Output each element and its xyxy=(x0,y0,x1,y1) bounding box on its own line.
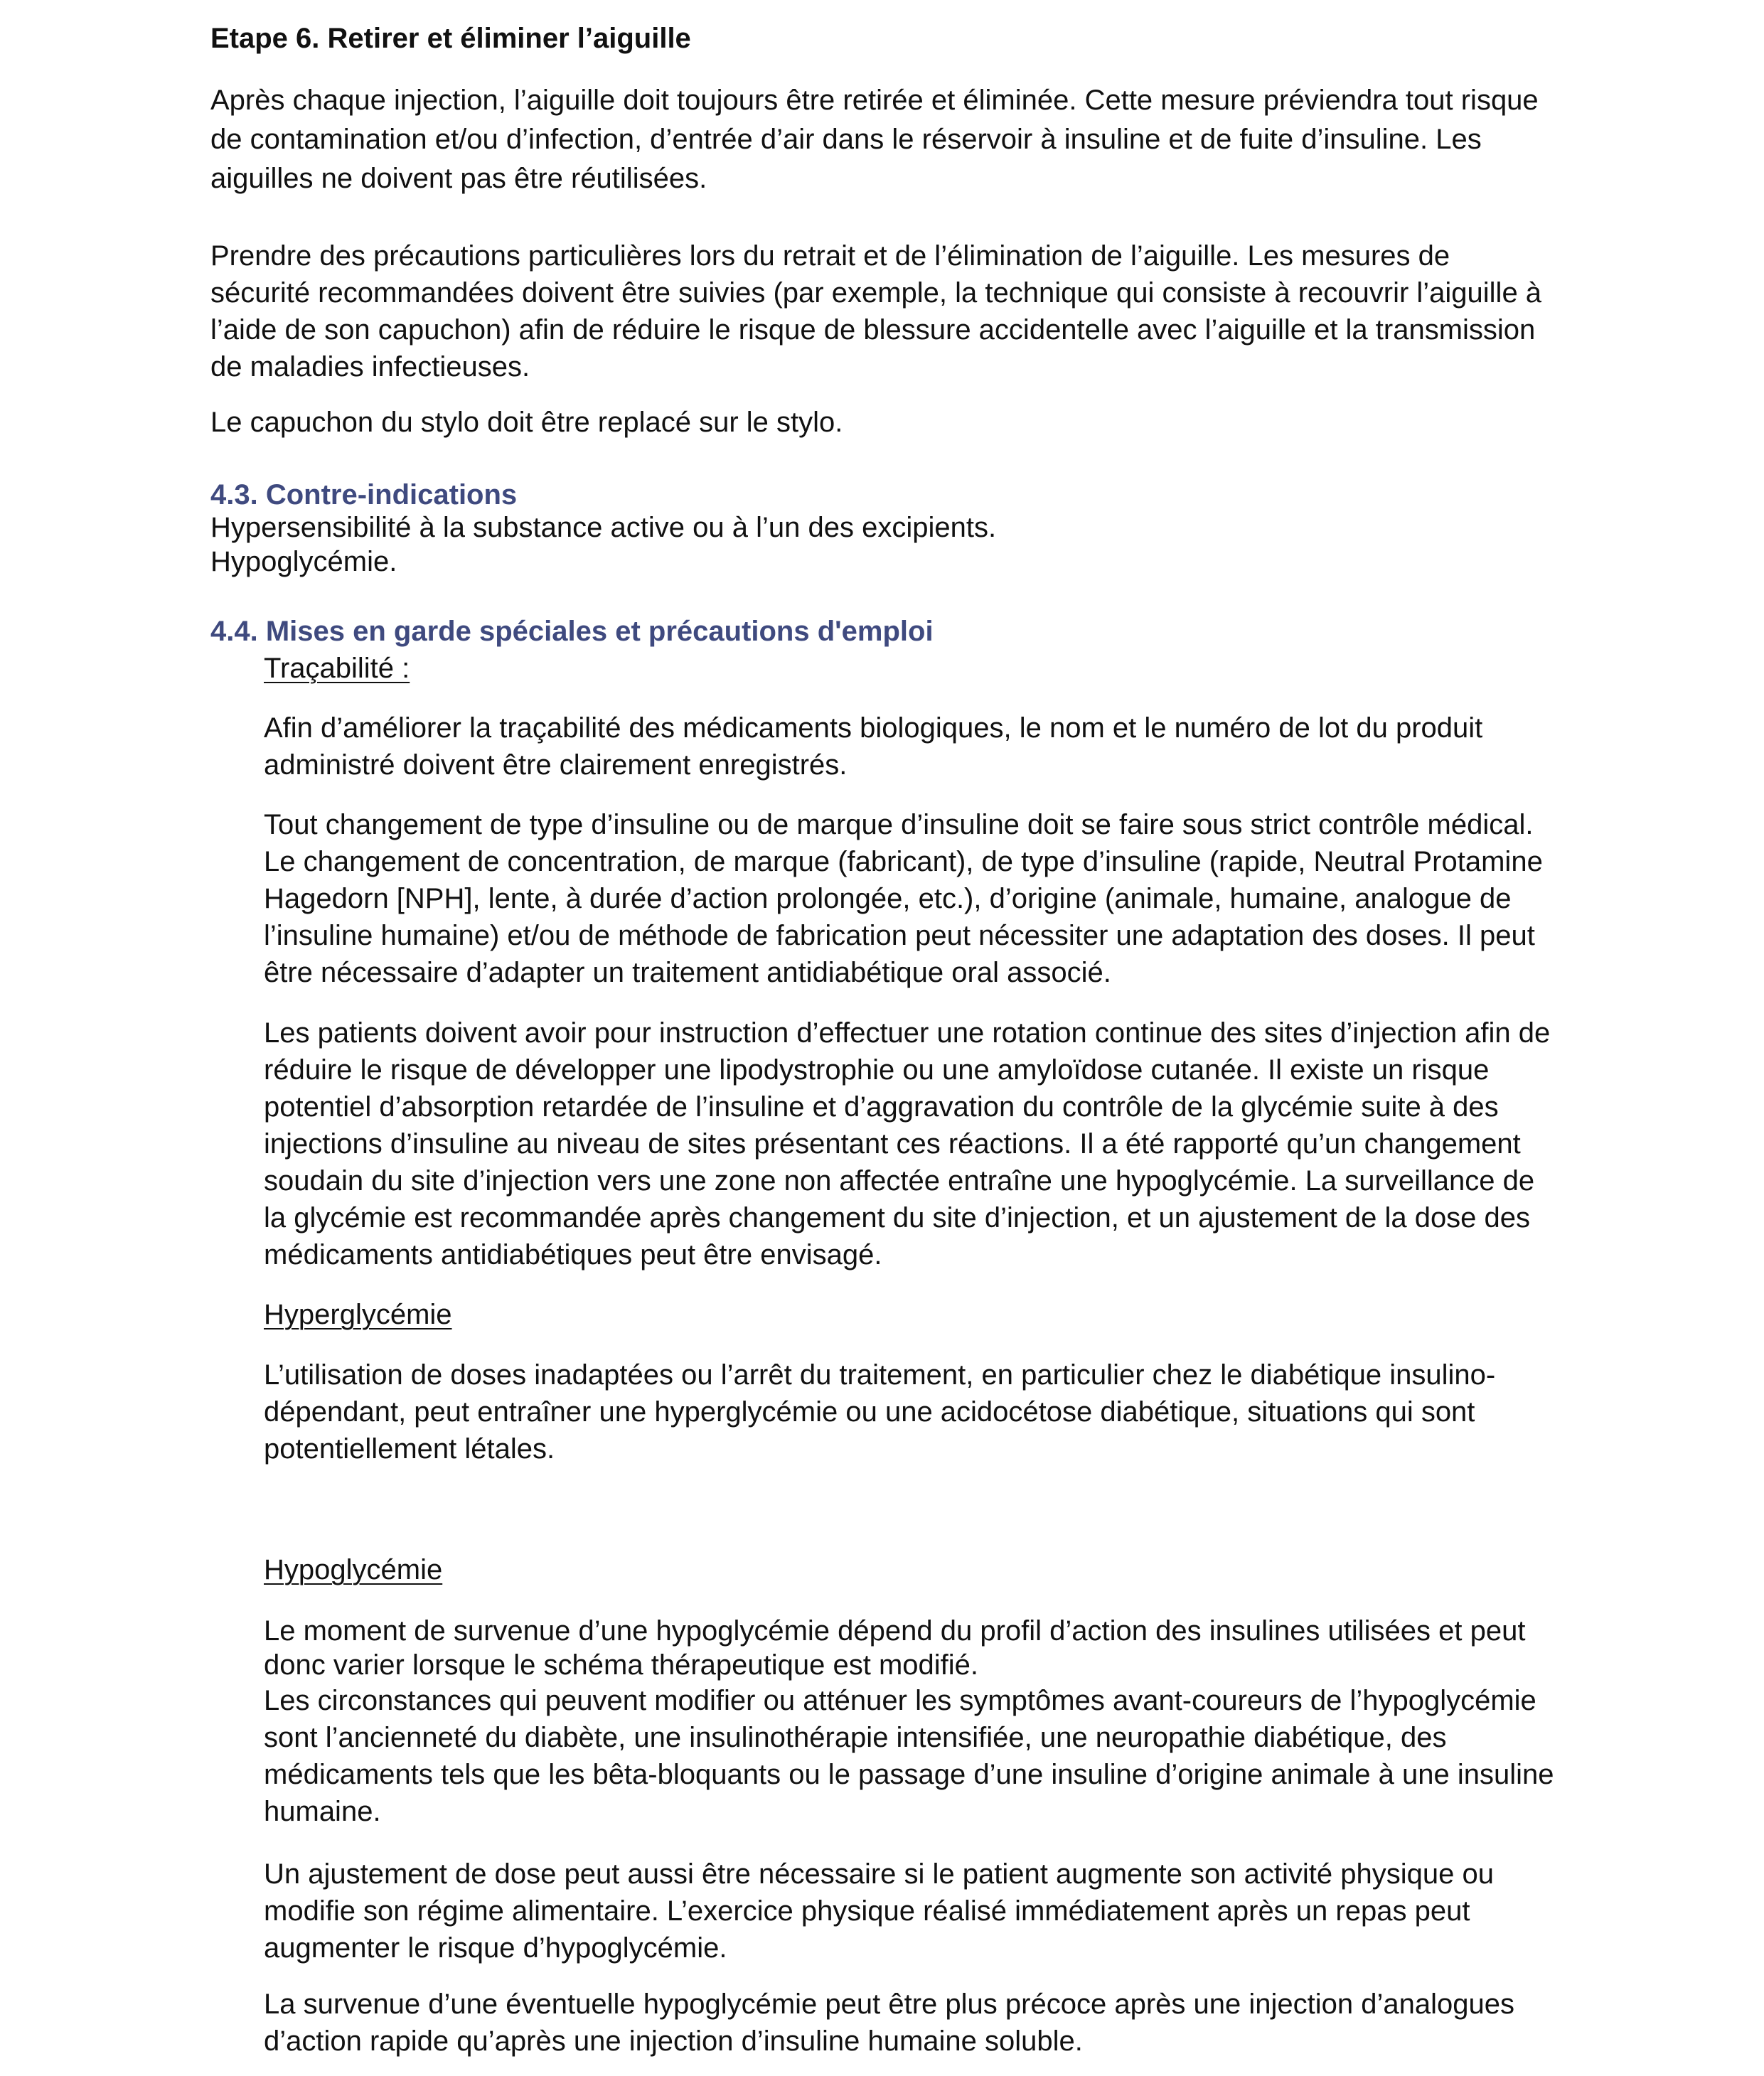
step-6-paragraph-1: Après chaque injection, l’aiguille doit toujours être retirée et éliminée. Cette mesure préviendra tout risque de contamination et/ou d’infection, d’entrée d’air dans le réservoir à insuline et de fuite d’insuline. Les aiguilles ne doivent pas être réutilisées. xyxy=(210,85,1539,194)
hyperglycemie-paragraph: L’utilisation de doses inadaptées ou l’arrêt du traitement, en particulier chez le diabétique insulino-dépendant, peut entraîner une hyperglycémie ou une acidocétose diabétique, situations qui sont potentiellement létales. xyxy=(264,1359,1496,1465)
tracabilite-paragraph-2: Tout changement de type d’insuline ou de marque d’insuline doit se faire sous strict contrôle médical. Le changement de concentration, de marque (fabricant), de type d’insuline (rapide, Neutral Protamine Hagedorn [NPH], lente, à durée d’action prolongée, etc.), d’origine (animale, humaine, analogue de l’insuline humaine) et/ou de méthode de fabrication peut nécessiter une adaptation des doses. Il peut être nécessaire d’adapter un traitement antidiabétique oral associé. xyxy=(264,809,1543,988)
step-6-paragraph-3: Le capuchon du stylo doit être replacé sur le stylo. xyxy=(210,407,843,438)
step-6-heading: Etape 6. Retirer et éliminer l’aiguille xyxy=(210,23,691,54)
hypoglycemie-title: Hypoglycémie xyxy=(264,1554,443,1585)
tracabilite-paragraph-1: Afin d’améliorer la traçabilité des médicaments biologiques, le nom et le numéro de lot du produit administré doivent être clairement enregistrés. xyxy=(264,712,1483,781)
tracabilite-title: Traçabilité : xyxy=(264,653,410,684)
hyperglycemie-title: Hyperglycémie xyxy=(264,1299,452,1330)
hypoglycemie-paragraph-2: Les circonstances qui peuvent modifier ou atténuer les symptômes avant-coureurs de l’hypoglycémie sont l’ancienneté du diabète, une insulinothérapie intensifiée, une neuropathie diabétique, des médicaments tels que les bêta-bloquants ou le passage d’une insuline d’origine animale à une insuline humaine. xyxy=(264,1685,1554,1827)
hypoglycemie-paragraph-3: Un ajustement de dose peut aussi être nécessaire si le patient augmente son activité physique ou modifie son régime alimentaire. L’exercice physique réalisé immédiatement après un repas peut augmenter le risque d’hypoglycémie. xyxy=(264,1858,1494,1964)
section-4-4-heading: 4.4. Mises en garde spéciales et précautions d'emploi xyxy=(210,616,934,647)
section-4-3-heading: 4.3. Contre-indications xyxy=(210,479,518,510)
contraindication-line-2: Hypoglycémie. xyxy=(210,546,397,577)
hypoglycemie-paragraph-4: La survenue d’une éventuelle hypoglycémie peut être plus précoce après une injection d’analogues d’action rapide qu’après une injection d’insuline humaine soluble. xyxy=(264,1989,1514,2057)
hypoglycemie-paragraph-1: Le moment de survenue d’une hypoglycémie dépend du profil d’action des insulines utilisées et peut donc varier lorsque le schéma thérapeutique est modifié. xyxy=(264,1615,1526,1681)
tracabilite-paragraph-3: Les patients doivent avoir pour instruction d’effectuer une rotation continue des sites d’injection afin de réduire le risque de développer une lipodystrophie ou une amyloïdose cutanée. Il existe un risque potentiel d’absorption retardée de l’insuline et d’aggravation du contrôle de la glycémie suite à des injections d’insuline au niveau de sites présentant ces réactions. Il a été rapporté qu’un changement soudain du site d’injection vers une zone non affectée entraîne une hypoglycémie. La surveillance de la glycémie est recommandée après changement du site d’injection, et un ajustement de la dose des médicaments antidiabétiques peut être envisagé. xyxy=(264,1017,1551,1270)
step-6-paragraph-2: Prendre des précautions particulières lors du retrait et de l’élimination de l’aiguille. Les mesures de sécurité recommandées doivent être suivies (par exemple, la technique qui consiste à recouvrir l’aiguille à l’aide de son capuchon) afin de réduire le risque de blessure accidentelle avec l’aiguille et la transmission de maladies infectieuses. xyxy=(210,240,1542,382)
contraindication-line-1: Hypersensibilité à la substance active ou à l’un des excipients. xyxy=(210,512,997,543)
